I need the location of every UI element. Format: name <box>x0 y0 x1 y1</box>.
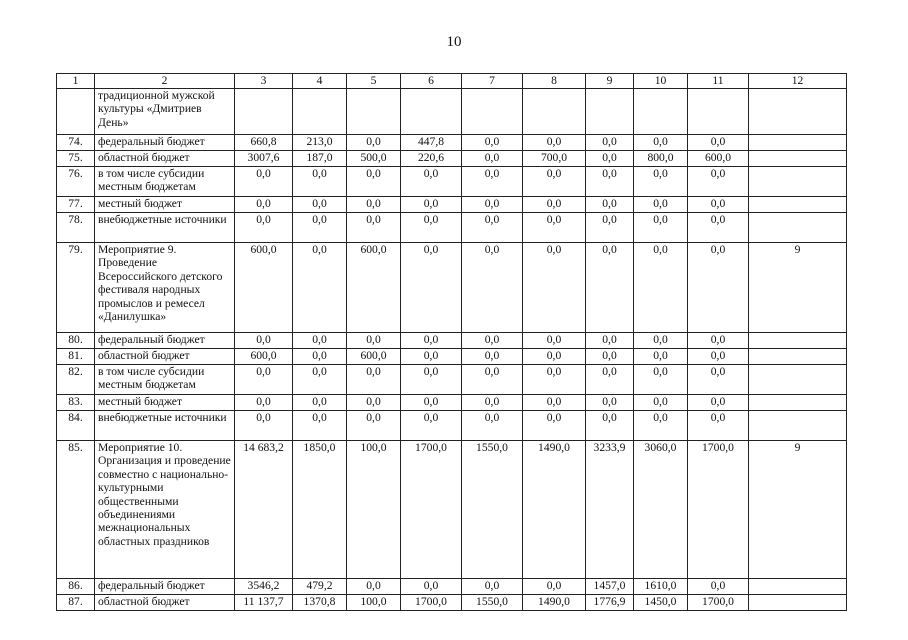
value-cell: 1457,0 <box>586 579 634 595</box>
value-cell: 479,2 <box>293 579 347 595</box>
value-cell: 0,0 <box>293 349 347 365</box>
value-cell: 600,0 <box>347 349 401 365</box>
value-cell: 0,0 <box>586 243 634 333</box>
value-cell: 0,0 <box>347 579 401 595</box>
value-cell: 0,0 <box>462 365 523 395</box>
row-name: местный бюджет <box>95 197 235 213</box>
value-cell: 0,0 <box>462 213 523 243</box>
value-cell: 0,0 <box>634 243 688 333</box>
row-number: 74. <box>57 135 95 151</box>
value-cell: 0,0 <box>347 135 401 151</box>
value-cell: 1700,0 <box>401 595 462 611</box>
table-row <box>57 349 847 365</box>
value-cell: 14 683,2 <box>235 441 293 579</box>
value-cell: 0,0 <box>293 365 347 395</box>
table-row <box>57 441 847 579</box>
table-row <box>57 151 847 167</box>
value-cell: 0,0 <box>293 333 347 349</box>
value-cell: 0,0 <box>688 411 749 441</box>
value-cell: 0,0 <box>235 395 293 411</box>
column-12-cell <box>749 595 847 611</box>
table-row <box>57 197 847 213</box>
row-number: 86. <box>57 579 95 595</box>
row-number: 77. <box>57 197 95 213</box>
table-row <box>57 333 847 349</box>
table-row <box>57 411 847 441</box>
value-cell: 220,6 <box>401 151 462 167</box>
row-number: 76. <box>57 167 95 197</box>
value-cell: 0,0 <box>523 579 586 595</box>
value-cell: 0,0 <box>586 333 634 349</box>
table-row <box>57 395 847 411</box>
value-cell: 0,0 <box>523 333 586 349</box>
value-cell: 0,0 <box>401 167 462 197</box>
row-number <box>57 89 95 135</box>
value-cell: 0,0 <box>634 213 688 243</box>
value-cell: 0,0 <box>688 243 749 333</box>
table-row <box>57 213 847 243</box>
value-cell <box>634 89 688 135</box>
header-row <box>57 74 847 89</box>
value-cell: 0,0 <box>235 167 293 197</box>
value-cell: 0,0 <box>634 411 688 441</box>
value-cell: 0,0 <box>586 395 634 411</box>
value-cell: 1490,0 <box>523 595 586 611</box>
value-cell: 0,0 <box>523 365 586 395</box>
row-number: 80. <box>57 333 95 349</box>
value-cell: 3546,2 <box>235 579 293 595</box>
value-cell: 1850,0 <box>293 441 347 579</box>
value-cell: 0,0 <box>462 411 523 441</box>
column-header: 12 <box>749 74 847 89</box>
value-cell: 0,0 <box>293 197 347 213</box>
value-cell: 0,0 <box>235 213 293 243</box>
value-cell: 0,0 <box>235 333 293 349</box>
row-name: федеральный бюджет <box>95 333 235 349</box>
value-cell: 800,0 <box>634 151 688 167</box>
value-cell: 0,0 <box>293 167 347 197</box>
value-cell: 0,0 <box>401 365 462 395</box>
value-cell: 0,0 <box>462 243 523 333</box>
value-cell <box>347 89 401 135</box>
row-number: 85. <box>57 441 95 579</box>
column-12-cell <box>749 197 847 213</box>
value-cell: 0,0 <box>462 579 523 595</box>
value-cell: 0,0 <box>688 395 749 411</box>
value-cell: 1776,9 <box>586 595 634 611</box>
value-cell: 0,0 <box>401 333 462 349</box>
value-cell: 0,0 <box>586 167 634 197</box>
value-cell: 0,0 <box>523 349 586 365</box>
value-cell: 0,0 <box>634 333 688 349</box>
value-cell: 447,8 <box>401 135 462 151</box>
value-cell: 1700,0 <box>688 595 749 611</box>
row-name: Мероприятие 10. Организация и проведение совместно с национально-культурными общественными объединениями межнациональных областных праздников <box>95 441 235 579</box>
value-cell: 11 137,7 <box>235 595 293 611</box>
value-cell: 1550,0 <box>462 595 523 611</box>
column-12-cell <box>749 349 847 365</box>
value-cell: 3007,6 <box>235 151 293 167</box>
column-header: 8 <box>523 74 586 89</box>
column-12-cell <box>749 135 847 151</box>
value-cell: 0,0 <box>462 395 523 411</box>
column-header: 5 <box>347 74 401 89</box>
value-cell: 0,0 <box>347 213 401 243</box>
row-name: федеральный бюджет <box>95 579 235 595</box>
value-cell: 0,0 <box>235 365 293 395</box>
column-12-cell <box>749 151 847 167</box>
value-cell: 0,0 <box>462 349 523 365</box>
value-cell: 0,0 <box>688 197 749 213</box>
value-cell: 0,0 <box>586 411 634 441</box>
value-cell: 0,0 <box>293 411 347 441</box>
value-cell: 0,0 <box>462 151 523 167</box>
row-name: Мероприятие 9. Проведение Всероссийского детского фестиваля народных промыслов и ремесел «Данилушка» <box>95 243 235 333</box>
value-cell: 0,0 <box>688 333 749 349</box>
value-cell: 187,0 <box>293 151 347 167</box>
value-cell: 0,0 <box>688 135 749 151</box>
row-number: 75. <box>57 151 95 167</box>
value-cell: 0,0 <box>347 197 401 213</box>
column-12-cell <box>749 579 847 595</box>
column-12-cell <box>749 213 847 243</box>
value-cell: 600,0 <box>235 349 293 365</box>
value-cell: 500,0 <box>347 151 401 167</box>
value-cell: 0,0 <box>462 197 523 213</box>
value-cell: 0,0 <box>523 395 586 411</box>
column-header: 4 <box>293 74 347 89</box>
column-12-cell <box>749 411 847 441</box>
column-12-cell <box>749 395 847 411</box>
value-cell <box>462 89 523 135</box>
value-cell <box>235 89 293 135</box>
column-header: 3 <box>235 74 293 89</box>
table-row <box>57 167 847 197</box>
value-cell: 0,0 <box>293 395 347 411</box>
value-cell: 0,0 <box>401 243 462 333</box>
value-cell: 3060,0 <box>634 441 688 579</box>
column-header: 1 <box>57 74 95 89</box>
value-cell: 0,0 <box>634 395 688 411</box>
value-cell: 600,0 <box>235 243 293 333</box>
row-name: областной бюджет <box>95 151 235 167</box>
value-cell: 0,0 <box>401 349 462 365</box>
value-cell: 0,0 <box>586 365 634 395</box>
table-row <box>57 135 847 151</box>
value-cell: 0,0 <box>586 213 634 243</box>
column-header: 10 <box>634 74 688 89</box>
value-cell: 0,0 <box>634 135 688 151</box>
table-row <box>57 595 847 611</box>
value-cell: 0,0 <box>401 197 462 213</box>
value-cell: 1450,0 <box>634 595 688 611</box>
value-cell: 0,0 <box>401 411 462 441</box>
value-cell: 0,0 <box>586 197 634 213</box>
row-number: 79. <box>57 243 95 333</box>
value-cell <box>523 89 586 135</box>
value-cell: 1700,0 <box>688 441 749 579</box>
row-name: областной бюджет <box>95 595 235 611</box>
table-row <box>57 365 847 395</box>
value-cell: 0,0 <box>688 579 749 595</box>
column-header: 7 <box>462 74 523 89</box>
value-cell: 600,0 <box>347 243 401 333</box>
value-cell: 1490,0 <box>523 441 586 579</box>
table-row <box>57 243 847 333</box>
row-number: 82. <box>57 365 95 395</box>
column-12-cell <box>749 333 847 349</box>
row-name: в том числе субсидии местным бюджетам <box>95 365 235 395</box>
budget-table <box>56 73 847 611</box>
value-cell: 0,0 <box>462 167 523 197</box>
value-cell <box>293 89 347 135</box>
value-cell <box>688 89 749 135</box>
value-cell: 0,0 <box>634 349 688 365</box>
value-cell: 1700,0 <box>401 441 462 579</box>
value-cell: 0,0 <box>347 167 401 197</box>
value-cell: 213,0 <box>293 135 347 151</box>
column-12-cell <box>749 365 847 395</box>
value-cell: 100,0 <box>347 595 401 611</box>
value-cell: 3233,9 <box>586 441 634 579</box>
value-cell: 1550,0 <box>462 441 523 579</box>
value-cell: 0,0 <box>523 243 586 333</box>
value-cell: 0,0 <box>293 213 347 243</box>
value-cell: 600,0 <box>688 151 749 167</box>
value-cell: 0,0 <box>235 411 293 441</box>
value-cell: 0,0 <box>586 349 634 365</box>
value-cell: 0,0 <box>688 167 749 197</box>
value-cell: 0,0 <box>293 243 347 333</box>
row-name: традиционной мужской культуры «Дмитриев День» <box>95 89 235 135</box>
row-name: областной бюджет <box>95 349 235 365</box>
value-cell <box>401 89 462 135</box>
row-number: 81. <box>57 349 95 365</box>
value-cell: 0,0 <box>586 151 634 167</box>
value-cell: 0,0 <box>235 197 293 213</box>
value-cell <box>586 89 634 135</box>
value-cell: 700,0 <box>523 151 586 167</box>
table-row <box>57 579 847 595</box>
value-cell: 0,0 <box>523 167 586 197</box>
value-cell: 0,0 <box>347 395 401 411</box>
column-12-cell <box>749 89 847 135</box>
value-cell: 0,0 <box>347 411 401 441</box>
value-cell: 0,0 <box>401 579 462 595</box>
value-cell: 1370,8 <box>293 595 347 611</box>
row-name: внебюджетные источники <box>95 411 235 441</box>
column-header: 6 <box>401 74 462 89</box>
value-cell: 0,0 <box>462 333 523 349</box>
value-cell: 0,0 <box>401 395 462 411</box>
value-cell: 0,0 <box>523 411 586 441</box>
row-name: местный бюджет <box>95 395 235 411</box>
value-cell: 0,0 <box>523 197 586 213</box>
page-number: 10 <box>446 34 462 50</box>
value-cell: 0,0 <box>347 333 401 349</box>
column-12-cell: 9 <box>749 441 847 579</box>
value-cell: 660,8 <box>235 135 293 151</box>
table-row <box>57 89 847 135</box>
value-cell: 0,0 <box>523 135 586 151</box>
column-header: 9 <box>586 74 634 89</box>
row-number: 83. <box>57 395 95 411</box>
value-cell: 0,0 <box>462 135 523 151</box>
value-cell: 1610,0 <box>634 579 688 595</box>
value-cell: 0,0 <box>688 349 749 365</box>
value-cell: 0,0 <box>401 213 462 243</box>
column-12-cell: 9 <box>749 243 847 333</box>
row-name: внебюджетные источники <box>95 213 235 243</box>
row-number: 87. <box>57 595 95 611</box>
value-cell: 0,0 <box>523 213 586 243</box>
value-cell: 0,0 <box>347 365 401 395</box>
column-12-cell <box>749 167 847 197</box>
value-cell: 0,0 <box>586 135 634 151</box>
value-cell: 0,0 <box>688 365 749 395</box>
value-cell: 0,0 <box>634 365 688 395</box>
row-number: 84. <box>57 411 95 441</box>
value-cell: 100,0 <box>347 441 401 579</box>
column-header: 11 <box>688 74 749 89</box>
column-header: 2 <box>95 74 235 89</box>
row-name: федеральный бюджет <box>95 135 235 151</box>
row-number: 78. <box>57 213 95 243</box>
value-cell: 0,0 <box>634 167 688 197</box>
value-cell: 0,0 <box>688 213 749 243</box>
row-name: в том числе субсидии местным бюджетам <box>95 167 235 197</box>
value-cell: 0,0 <box>634 197 688 213</box>
